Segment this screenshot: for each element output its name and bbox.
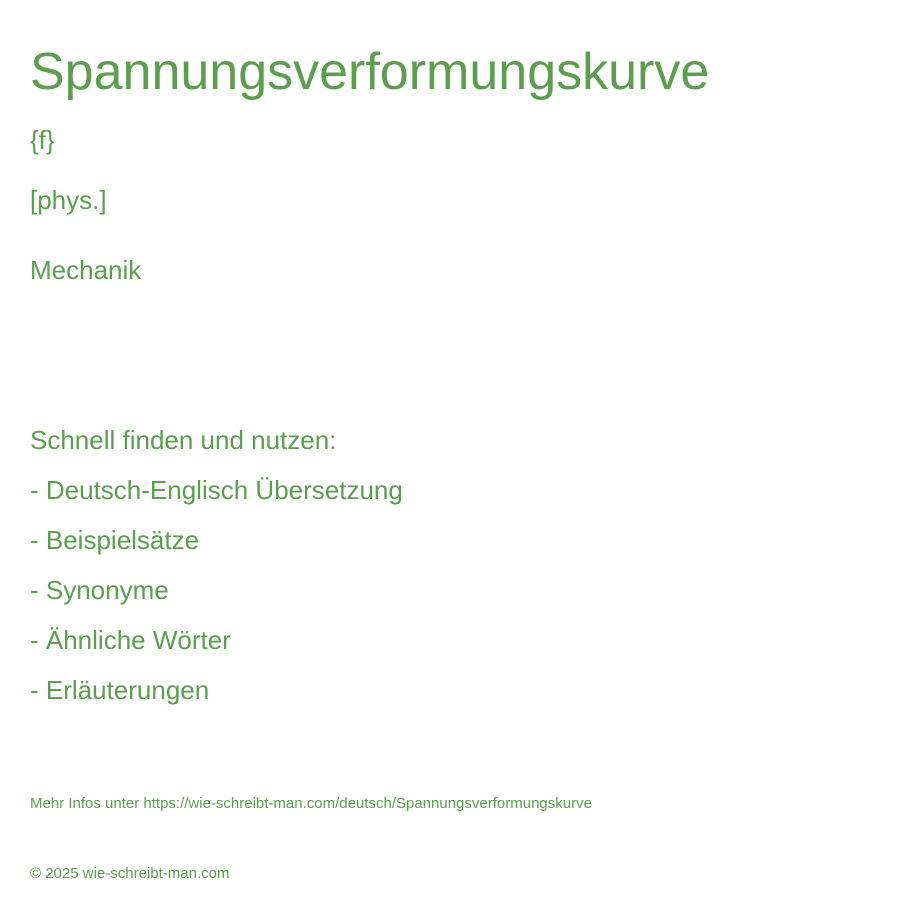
copyright-notice: © 2025 wie-schreibt-man.com (30, 865, 230, 882)
feature-item-synonyms: - Synonyme (30, 575, 169, 605)
entry-word: Spannungsverformungskurve (30, 43, 710, 101)
feature-item-similar-words: - Ähnliche Wörter (30, 625, 231, 655)
feature-item-explanations: - Erläuterungen (30, 675, 210, 705)
subject-domain-mechanics: Mechanik (30, 255, 142, 285)
features-heading: Schnell finden und nutzen: (30, 425, 337, 455)
subject-domain-physics: [phys.] (30, 185, 107, 215)
feature-item-translation: - Deutsch-Englisch Übersetzung (30, 475, 403, 505)
grammatical-gender: {f} (30, 125, 55, 155)
more-info-prefix: Mehr Infos unter (30, 795, 144, 812)
more-info-text (30, 794, 592, 814)
more-info-url: https://wie-schreibt-man.com/deutsch/Spannungsverformungskurve (143, 795, 592, 812)
feature-item-example-sentences: - Beispielsätze (30, 525, 200, 555)
features-list (30, 474, 403, 724)
page (30, 0, 880, 900)
